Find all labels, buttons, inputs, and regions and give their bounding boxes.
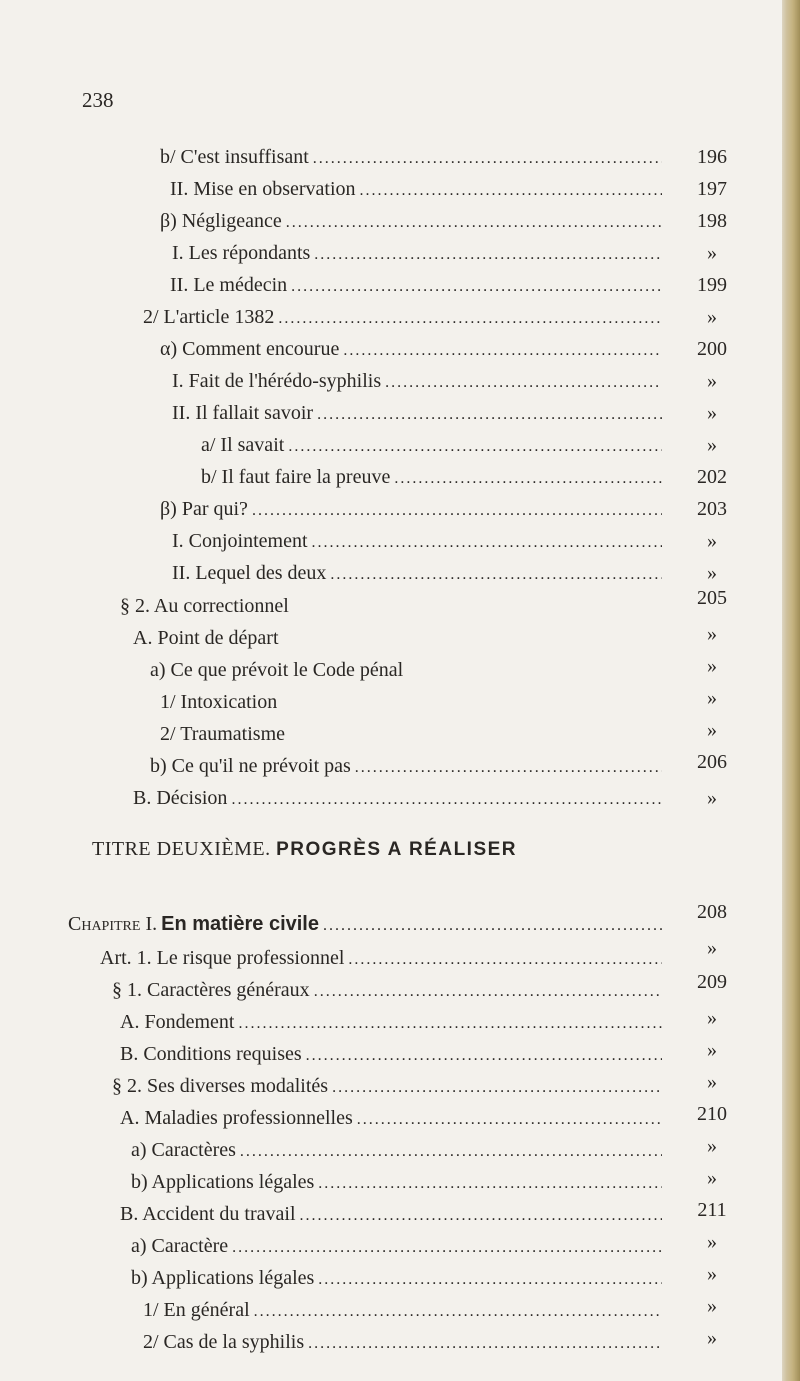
toc-entry-label: II. Mise en observation bbox=[170, 178, 356, 200]
leader-dots bbox=[231, 786, 662, 814]
toc-entry bbox=[120, 1008, 662, 1036]
toc-entry-label: I. Conjointement bbox=[172, 530, 308, 552]
toc-entry bbox=[120, 1040, 662, 1068]
toc-entry-label: B. Conditions requises bbox=[120, 1043, 302, 1065]
toc-entry-page: » bbox=[707, 562, 717, 584]
toc-entry-page: » bbox=[707, 1135, 717, 1157]
toc-entry-label: b) Applications légales bbox=[131, 1267, 315, 1289]
toc-entry-label: 1/ Intoxication bbox=[160, 691, 278, 713]
toc-entry-label: b/ Il faut faire la preuve bbox=[201, 466, 391, 488]
toc-entry-label: II. Lequel des deux bbox=[172, 562, 327, 584]
toc-entry-label: § 1. Caractères généraux bbox=[112, 979, 310, 1001]
leader-dots bbox=[355, 754, 662, 782]
toc-entry bbox=[160, 720, 560, 748]
toc-entry-page: 197 bbox=[697, 178, 727, 200]
leader-dots bbox=[286, 209, 662, 237]
toc-entry-label: § 2. Au correctionnel bbox=[120, 595, 289, 617]
toc-entry bbox=[120, 1104, 662, 1132]
leader-dots bbox=[232, 1234, 662, 1262]
toc-entry-page: 199 bbox=[697, 274, 727, 296]
toc-entry-page: » bbox=[707, 306, 717, 328]
leader-dots bbox=[357, 1106, 662, 1134]
leader-dots bbox=[313, 145, 662, 173]
toc-entry-label: B. Accident du travail bbox=[120, 1203, 296, 1225]
book-page-edge bbox=[782, 0, 800, 1381]
toc-entry bbox=[131, 1232, 662, 1260]
chapter-prefix: Chapitre I. bbox=[68, 913, 158, 935]
toc-entry bbox=[133, 624, 533, 652]
toc-entry-label: I. Les répondants bbox=[172, 242, 311, 264]
toc-entry-label: β) Négligeance bbox=[160, 210, 282, 232]
toc-entry-page: » bbox=[707, 402, 717, 424]
toc-entry bbox=[150, 752, 662, 780]
toc-entry-page: » bbox=[707, 1295, 717, 1317]
toc-entry-page: » bbox=[707, 623, 717, 645]
toc-entry-page: » bbox=[707, 655, 717, 677]
toc-entry bbox=[131, 1264, 662, 1292]
toc-entry-page: » bbox=[707, 1167, 717, 1189]
leader-dots bbox=[300, 1202, 662, 1230]
leader-dots bbox=[317, 401, 662, 429]
part-heading-title: PROGRÈS A RÉALISER bbox=[276, 839, 518, 860]
toc-entry-page: 200 bbox=[697, 338, 727, 360]
leader-dots bbox=[318, 1266, 662, 1294]
toc-entry bbox=[143, 1296, 662, 1324]
leader-dots bbox=[348, 946, 662, 974]
toc-entry-page: 196 bbox=[697, 146, 727, 168]
toc-entry-label: I. Fait de l'hérédo-syphilis bbox=[172, 370, 382, 392]
toc-entry bbox=[160, 688, 560, 716]
toc-entry bbox=[112, 976, 662, 1004]
toc-entry-page: » bbox=[707, 1071, 717, 1093]
page-number: 238 bbox=[82, 88, 114, 112]
leader-dots bbox=[278, 305, 662, 333]
toc-entry bbox=[131, 1168, 662, 1196]
toc-entry-page: » bbox=[707, 787, 717, 809]
toc-entry-label: β) Par qui? bbox=[160, 498, 248, 520]
toc-entry-label: 1/ En général bbox=[143, 1299, 250, 1321]
toc-entry-page: » bbox=[707, 1231, 717, 1253]
toc-entry-label: a/ Il savait bbox=[201, 434, 285, 456]
leader-dots bbox=[360, 177, 662, 205]
leader-dots bbox=[343, 337, 662, 365]
toc-entry-label: II. Le médecin bbox=[170, 274, 288, 296]
leader-dots bbox=[312, 529, 662, 557]
toc-entry bbox=[120, 1200, 662, 1228]
leader-dots bbox=[288, 433, 662, 461]
toc-entry bbox=[112, 1072, 662, 1100]
toc-entry-label: § 2. Ses diverses modalités bbox=[112, 1075, 329, 1097]
toc-entry-label: 2/ Cas de la syphilis bbox=[143, 1331, 305, 1353]
toc-entry-label: A. Point de départ bbox=[133, 627, 279, 649]
toc-entry bbox=[133, 784, 662, 812]
leader-dots bbox=[238, 1010, 662, 1038]
toc-entry-page: » bbox=[707, 1263, 717, 1285]
toc-entry-label: Art. 1. Le risque professionnel bbox=[100, 947, 345, 969]
toc-entry-page: » bbox=[707, 370, 717, 392]
toc-entry-page: 211 bbox=[697, 1199, 727, 1221]
toc-entry-page: 206 bbox=[697, 751, 727, 773]
toc-entry-label: b) Ce qu'il ne prévoit pas bbox=[150, 755, 351, 777]
toc-entry bbox=[131, 1136, 662, 1164]
leader-dots bbox=[385, 369, 662, 397]
toc-entry-page: 198 bbox=[697, 210, 727, 232]
leader-dots bbox=[314, 241, 662, 269]
leader-dots bbox=[306, 1042, 662, 1070]
toc-entry bbox=[143, 1328, 662, 1356]
chapter-heading bbox=[68, 910, 662, 938]
toc-entry-page: 202 bbox=[697, 466, 727, 488]
part-heading bbox=[92, 838, 517, 861]
toc-entry-page: » bbox=[707, 530, 717, 552]
leader-dots bbox=[254, 1298, 662, 1326]
leader-dots bbox=[291, 273, 662, 301]
toc-entry bbox=[120, 592, 520, 620]
chapter-title: En matière civile bbox=[161, 913, 319, 935]
toc-entry-label: II. Il fallait savoir bbox=[172, 402, 314, 424]
toc-entry-label: a) Ce que prévoit le Code pénal bbox=[150, 659, 404, 681]
toc-entry-page: » bbox=[707, 1327, 717, 1349]
toc-entry-page: » bbox=[707, 242, 717, 264]
leader-dots bbox=[323, 912, 662, 940]
toc-entry-label: a) Caractère bbox=[131, 1235, 229, 1257]
leader-dots bbox=[330, 561, 662, 589]
toc-entry-page: » bbox=[707, 434, 717, 456]
leader-dots bbox=[314, 978, 662, 1006]
toc-entry-label: B. Décision bbox=[133, 787, 228, 809]
leader-dots bbox=[332, 1074, 662, 1102]
toc-entry-page: » bbox=[707, 1039, 717, 1061]
leader-dots bbox=[240, 1138, 662, 1166]
toc-entry-page: » bbox=[707, 1007, 717, 1029]
leader-dots bbox=[394, 465, 662, 493]
part-heading-prefix: TITRE DEUXIÈME. bbox=[92, 838, 271, 860]
toc-entry-label: 2/ Traumatisme bbox=[160, 723, 286, 745]
toc-entry-page: » bbox=[707, 719, 717, 741]
toc-entry-label: 2/ L'article 1382 bbox=[143, 306, 275, 328]
toc-entry-label: b/ C'est insuffisant bbox=[160, 146, 309, 168]
toc-entry-page: 203 bbox=[697, 498, 727, 520]
leader-dots bbox=[318, 1170, 662, 1198]
toc-entry-page: 209 bbox=[697, 971, 727, 993]
toc-entry-label: α) Comment encourue bbox=[160, 338, 340, 360]
toc-entry bbox=[100, 944, 662, 972]
toc-entry bbox=[150, 656, 550, 684]
toc-entry-page: » bbox=[707, 937, 717, 959]
chapter-page: 208 bbox=[697, 901, 727, 923]
leader-dots bbox=[308, 1330, 662, 1358]
toc-entry-label: a) Caractères bbox=[131, 1139, 236, 1161]
toc-entry-page: 205 bbox=[697, 587, 727, 609]
toc-entry-page: » bbox=[707, 687, 717, 709]
leader-dots bbox=[252, 497, 662, 525]
toc-entry-label: b) Applications légales bbox=[131, 1171, 315, 1193]
toc-entry-label: A. Fondement bbox=[120, 1011, 235, 1033]
toc-entry-label: A. Maladies professionnelles bbox=[120, 1107, 353, 1129]
toc-entry-page: 210 bbox=[697, 1103, 727, 1125]
